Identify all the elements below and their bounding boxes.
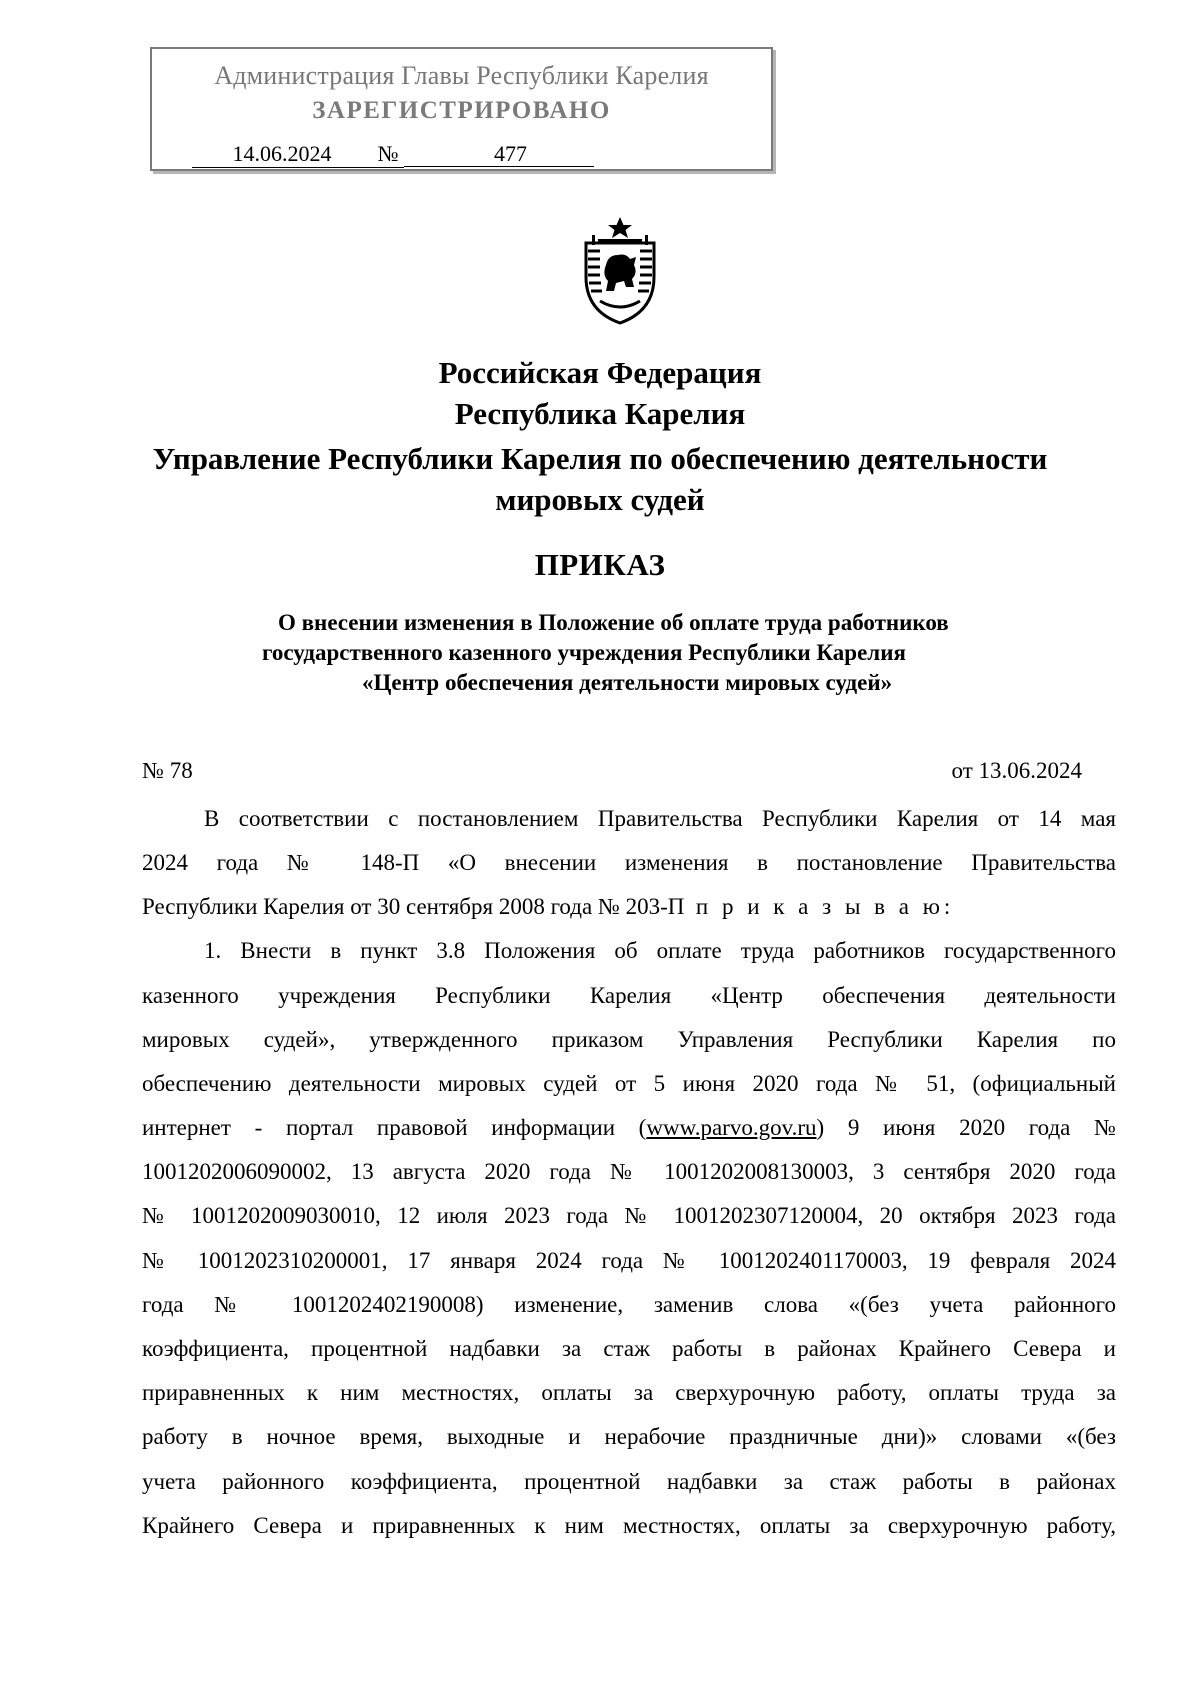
portal-link[interactable]: www.parvo.gov.ru — [646, 1115, 817, 1140]
order-verb: п р и к а з ы в а ю: — [695, 894, 955, 919]
order-number: № 78 — [142, 758, 193, 783]
stamp-date: 14.06.2024 — [192, 141, 372, 168]
body-line — [142, 894, 1116, 920]
body-line: работу в ночное время, выходные и нерабочие праздничные дни)» словами «(без — [142, 1424, 1116, 1449]
body-line: обеспечению деятельности мировых судей от 5 июня 2020 года № 51, (официальный — [142, 1071, 1116, 1096]
body-line: 2024 года № 148-П «О внесении изменения в постановление Правительства — [142, 850, 1116, 875]
subject-line-2: государственного казенного учреждения Республики Карелия — [262, 640, 906, 665]
registration-stamp — [150, 47, 773, 171]
body-text: Республики Карелия от 30 сентября 2008 года № 203-П — [142, 894, 685, 919]
body-line — [142, 1115, 1116, 1141]
body-line: мировых судей», утвержденного приказом Управления Республики Карелия по — [142, 1027, 1116, 1052]
stamp-number: 477 — [404, 141, 594, 167]
body-line: приравненных к ним местностях, оплаты за сверхурочную работу, оплаты труда за — [142, 1380, 1116, 1405]
body-line: 1. Внести в пункт 3.8 Положения об оплате труда работников государственного — [204, 938, 1116, 963]
body-line: коэффициента, процентной надбавки за стаж работы в районах Крайнего Севера и — [142, 1336, 1116, 1361]
header-agency-line1: Управление Республики Карелия по обеспечению деятельности — [152, 441, 1048, 476]
header-agency-line2: мировых судей — [495, 482, 705, 517]
stamp-status: ЗАРЕГИСТРИРОВАНО — [312, 97, 611, 124]
subject-line-3: «Центр обеспечения деятельности мировых судей» — [362, 670, 893, 695]
body-line: № 1001202310200001, 17 января 2024 года № 1001202401170003, 19 февраля 2024 — [142, 1248, 1116, 1273]
body-line: года № 1001202402190008) изменение, заменив слова «(без учета районного — [142, 1292, 1116, 1317]
karelia-coat-of-arms-icon — [580, 215, 660, 327]
stamp-org: Администрация Главы Республики Карелия — [214, 61, 709, 90]
header-region: Республика Карелия — [454, 396, 746, 431]
body-line: В соответствии с постановлением Правительства Республики Карелия от 14 мая — [204, 806, 1116, 831]
document-type: ПРИКАЗ — [534, 547, 666, 582]
stamp-registration-line — [192, 141, 752, 167]
subject-line-1: О внесении изменения в Положение об оплате труда работников — [278, 610, 949, 635]
body-text: интернет - портал правовой информации ( — [142, 1115, 647, 1140]
body-line: учета районного коэффициента, процентной надбавки за стаж работы в районах — [142, 1469, 1116, 1494]
body-line: казенного учреждения Республики Карелия «Центр обеспечения деятельности — [142, 983, 1116, 1008]
order-date: от 13.06.2024 — [951, 758, 1082, 783]
header-country: Российская Федерация — [438, 355, 762, 390]
stamp-number-label: № — [372, 141, 404, 168]
body-line: № 1001202009030010, 12 июля 2023 года № 1001202307120004, 20 октября 2023 года — [142, 1203, 1116, 1228]
body-line: 1001202006090002, 13 августа 2020 года № 1001202008130003, 3 сентября 2020 года — [142, 1159, 1116, 1184]
body-text: ) 9 июня 2020 года № — [816, 1115, 1116, 1140]
body-line: Крайнего Севера и приравненных к ним местностях, оплаты за сверхурочную работу, — [142, 1513, 1116, 1538]
